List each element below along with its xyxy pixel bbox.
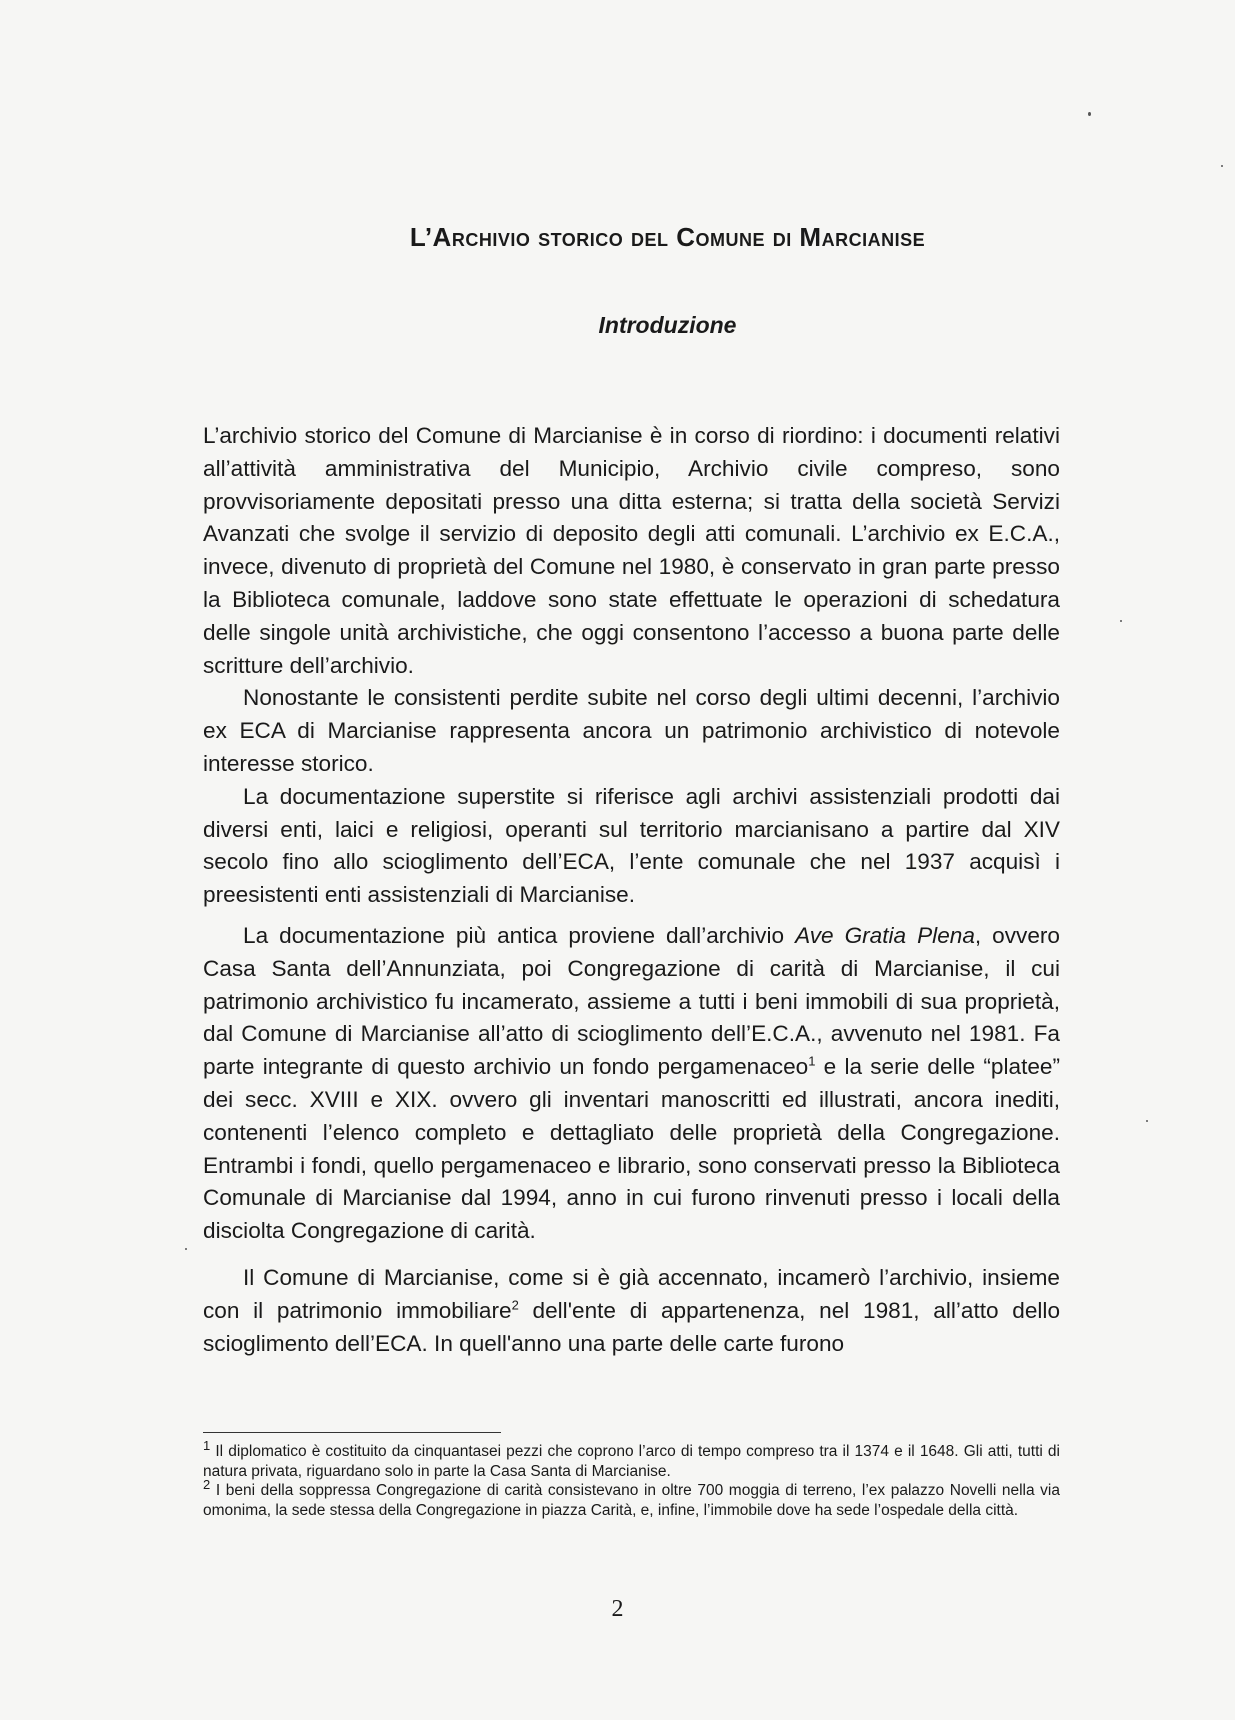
paragraph-5 [203, 1262, 1060, 1360]
section-heading: Introduzione [598, 312, 737, 338]
scan-speck [1120, 620, 1122, 622]
paragraph-2: Nonostante le consistenti perdite subite nel corso degli ultimi decenni, l’archivio ex ECA di Marcianise rappresenta ancora un patrimonio archivistico di notevole interesse storico. [203, 685, 1060, 776]
footnote-2-text: I beni della soppressa Congregazione di carità consistevano in oltre 700 moggia di terreno, l’ex palazzo Novelli nella via omonima, la sede stessa della Congregazione in piazza Carità, e, infine, l’immobile dove ha sede l’ospedale della città. [203, 1482, 1060, 1519]
paragraph-4 [203, 920, 1060, 1248]
paragraph-4-start: La documentazione più antica proviene dall’archivio [243, 922, 796, 948]
paragraph-4-end: e la serie delle “platee” dei secc. XVIII e XIX. ovvero gli inventari manoscritti ed illustrati, ancora inediti, contenenti l’elenco completo e dettagliato delle proprietà della Congregazione. Entrambi i fondi, quello pergamenaceo e librario, sono conservati presso la Biblioteca Comunale di Marcianise dal 1994, anno in cui furono rinvenuti presso i locali della disciolta Congregazione di carità. [203, 1054, 1060, 1244]
footnotes [203, 1437, 1060, 1520]
document-title: L’Archivio storico del Comune di Marcianise [409, 222, 926, 252]
scan-speck [185, 1248, 187, 1250]
paragraph-3: La documentazione superstite si riferisce agli archivi assistenziali prodotti dai diversi enti, laici e religiosi, operanti sul territorio marcianisano a partire dal XIV secolo fino allo scioglimento dell’ECA, l’ente comunale che nel 1937 acquisì i preesistenti enti assistenziali di Marcianise. [203, 783, 1060, 908]
page-number: 2 [611, 1596, 624, 1622]
footnote-1-text: Il diplomatico è costituito da cinquantasei pezzi che coprono l’arco di tempo compreso tra il 1374 e il 1648. Gli atti, tutti di natura privata, riguardano solo in parte la Casa Santa di Marcianise. [203, 1443, 1060, 1480]
scan-speck [1088, 112, 1091, 116]
paragraph-1: L’archivio storico del Comune di Marcianise è in corso di riordino: i documenti relativi all’attività amministrativa del Municipio, Archivio civile compreso, sono provvisoriamente depositati presso una ditta esterna; si tratta della società Servizi Avanzati che svolge il servizio di deposito degli atti comunali. L’archivio ex E.C.A., invece, divenuto di proprietà del Comune nel 1980, è conservato in gran parte presso la Biblioteca comunale, laddove sono state effettuate le operazioni di schedatura delle singole unità archivistiche, che oggi consentono l’accesso a buona parte delle scritture dell’archivio. [203, 423, 1060, 678]
scan-speck [1221, 165, 1223, 167]
footnote-divider [203, 1432, 501, 1433]
paragraph-4-mid: , ovvero Casa Santa dell’Annunziata, poi Congregazione di carità di Marcianise, il cui patrimonio archivistico fu incamerato, assieme a tutti i beni immobili di sua proprietà, dal Comune di Marcianise all’atto di scioglimento dell’E.C.A., avvenuto nel 1981. Fa parte integrante di questo archivio un fondo pergamenaceo [203, 922, 1060, 1080]
footnote-2 [203, 1476, 1060, 1520]
paragraph-5-start: Il Comune di Marcianise, come si è già accennato, incamerò l’archivio, insieme con il patrimonio immobiliare [203, 1264, 1060, 1323]
footnote-1 [203, 1437, 1060, 1481]
paragraph-5-end: dell'ente di appartenenza, nel 1981, all’atto dello scioglimento dell’ECA. In quell'anno una parte delle carte furono [203, 1297, 1061, 1356]
scan-speck [1146, 1120, 1148, 1122]
footnote-2-number: 2 [203, 1476, 211, 1492]
paragraph-4-italic: Ave Gratia Plena [795, 922, 975, 948]
footnote-ref-2: 2 [511, 1297, 519, 1313]
footnote-1-number: 1 [203, 1437, 211, 1453]
body-text [203, 420, 1060, 1360]
footnote-ref-1: 1 [808, 1053, 816, 1069]
